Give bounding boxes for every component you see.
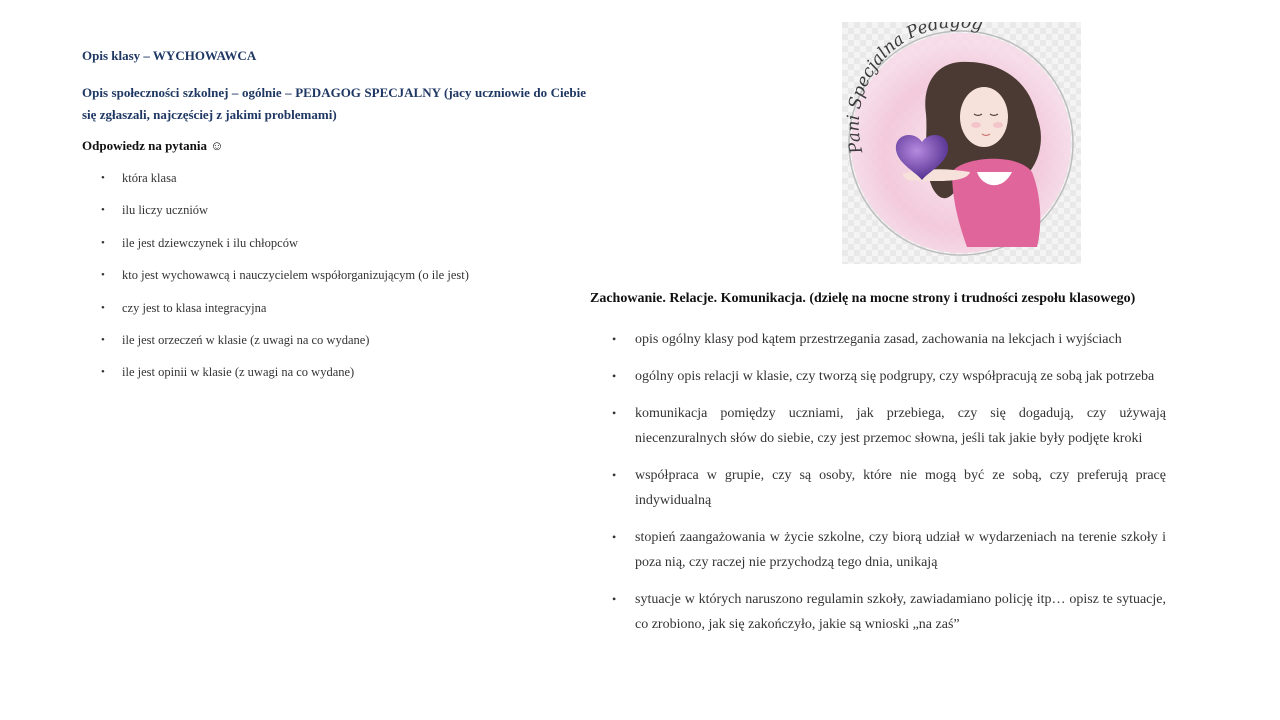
bullet-icon: •: [612, 369, 617, 383]
bullet-icon: •: [612, 332, 617, 346]
answer-prompt: Odpowiedz na pytania ☺: [82, 138, 224, 153]
list-item: • kto jest wychowawcą i nauczycielem współorganizującym (o ile jest): [101, 268, 469, 283]
behaviour-list: [590, 327, 1166, 637]
list-item: • stopień zaangażowania w życie szkolne, czy biorą udział w wydarzeniach na terenie szkoły i poza nią, czy raczej nie przychodzą tego dnia, unikają: [590, 525, 1166, 575]
class-description-title: Opis klasy – WYCHOWAWCA: [82, 48, 257, 63]
list-item: • komunikacja pomiędzy uczniami, jak przebiega, czy się dogadują, czy używają niecenzuralnych słów do siebie, czy jest przemoc słowna, jeśli tak jakie były podjęte kroki: [590, 401, 1166, 451]
list-item: • ogólny opis relacji w klasie, czy tworzą się podgrupy, czy współpracują ze sobą jak potrzeba: [590, 364, 1166, 389]
bullet-icon: •: [101, 333, 105, 346]
bullet-icon: •: [612, 406, 617, 420]
bullet-icon: •: [101, 172, 105, 184]
list-item: • ile jest orzeczeń w klasie (z uwagi na co wydane): [101, 332, 370, 347]
bullet-icon: •: [101, 236, 105, 249]
list-item: • sytuacje w których naruszono regulamin szkoły, zawiadamiano policję itp… opisz te sytuacje, co zrobiono, jak się zakończyło, jakie są wnioski „na zaś”: [590, 587, 1166, 637]
woman-holding-heart-logo-icon: [842, 22, 1081, 264]
bullet-icon: •: [101, 301, 105, 314]
bullet-icon: •: [612, 592, 617, 606]
list-item: • ile jest dziewczynek i ilu chłopców: [101, 235, 298, 250]
bullet-icon: •: [612, 530, 617, 544]
bullet-icon: •: [101, 366, 105, 379]
list-item: • czy jest to klasa integracyjna: [101, 300, 267, 315]
list-item: • opis ogólny klasy pod kątem przestrzegania zasad, zachowania na lekcjach i wyjściach: [590, 327, 1166, 352]
question-list: [82, 170, 586, 397]
logo-lettering: Pani Specjalna Pedagog: [843, 22, 985, 156]
school-community-title: Opis społeczności szkolnej – ogólnie – PEDAGOG SPECJALNY (jacy uczniowie do Ciebie się zgłaszali, najczęściej z jakimi problemami): [82, 85, 586, 122]
left-column: [82, 44, 586, 397]
list-item: • współpraca w grupie, czy są osoby, które nie mogą być ze sobą, czy preferują pracę indywidualną: [590, 463, 1166, 513]
section-heading: Zachowanie. Relacje. Komunikacja. (dzielę na mocne strony i trudności zespołu klasowego): [590, 291, 1136, 306]
right-column: [590, 286, 1166, 649]
bullet-icon: •: [101, 269, 105, 282]
bullet-icon: •: [612, 468, 617, 482]
list-item: • ile jest opinii w klasie (z uwagi na co wydane): [101, 365, 355, 380]
pani-specjalna-pedagog-logo: [842, 22, 1081, 264]
list-item: • ilu liczy uczniów: [101, 203, 209, 218]
list-item: • która klasa: [101, 171, 177, 185]
bullet-icon: •: [101, 204, 105, 217]
